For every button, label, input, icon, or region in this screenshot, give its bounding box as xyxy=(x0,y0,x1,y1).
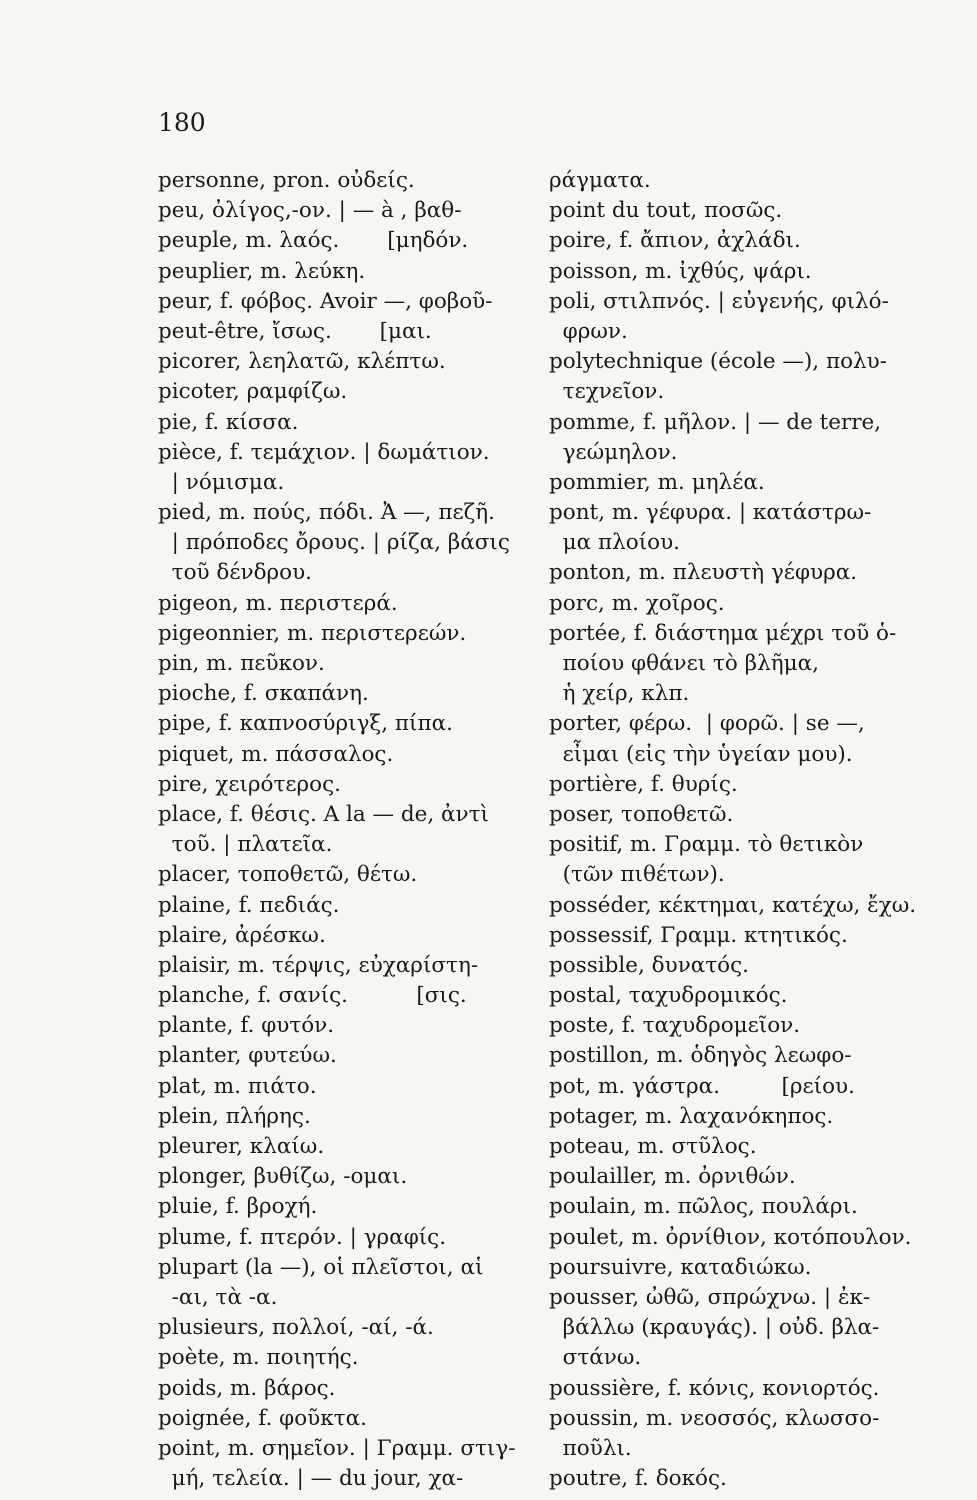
dictionary-entry-line: poids, m. βάρος. xyxy=(158,1375,336,1401)
dictionary-entry-line: -αι, τὰ -α. xyxy=(158,1284,278,1310)
dictionary-entry-line: pigeon, m. περιστερά. xyxy=(158,590,398,616)
dictionary-entry-line: pigeonnier, m. περιστερεών. xyxy=(158,620,467,646)
dictionary-entry-line: poli, στιλπνός. | εὐγενής, φιλό- xyxy=(549,288,889,314)
dictionary-entry-line: φρων. xyxy=(549,318,628,344)
dictionary-entry-line: plaire, ἀρέσκω. xyxy=(158,922,326,948)
dictionary-entry-line: εἶμαι (εἰς τὴν ὑγείαν μου). xyxy=(549,741,853,767)
dictionary-entry-line: poisson, m. ἰχθύς, ψάρι. xyxy=(549,258,812,284)
dictionary-entry-line: γεώμηλον. xyxy=(549,439,678,465)
dictionary-entry-line: place, f. θέσις. A la — de, ἀντὶ xyxy=(158,801,489,827)
dictionary-entry-line: personne, pron. οὐδείς. xyxy=(158,168,415,193)
dictionary-entry-line: poète, m. ποιητής. xyxy=(158,1345,359,1371)
dictionary-entry-line: plonger, βυθίζω, -ομαι. xyxy=(158,1164,408,1190)
dictionary-entry-line: plein, πλήρης. xyxy=(158,1103,311,1129)
dictionary-entry-line: point du tout, ποσῶς. xyxy=(549,198,783,224)
dictionary-entry-line: ποῦλι. xyxy=(549,1435,632,1461)
dictionary-entry-line: posséder, κέκτημαι, κατέχω, ἔχω. xyxy=(549,892,917,918)
dictionary-entry-line: poire, f. ἄπιον, ἀχλάδι. xyxy=(549,228,801,254)
dictionary-entry-line: peuplier, m. λεύκη. xyxy=(158,258,366,284)
dictionary-entry-line: poussin, m. νεοσσός, κλωσσο- xyxy=(549,1405,880,1431)
dictionary-entry-line: postal, ταχυδρομικός. xyxy=(549,983,788,1009)
dictionary-entry-line: poste, f. ταχυδρομεῖον. xyxy=(549,1013,801,1039)
dictionary-entry-line: poulain, m. πῶλος, πουλάρι. xyxy=(549,1194,858,1220)
dictionary-entry-line: pomme, f. μῆλον. | — de terre, xyxy=(549,409,882,435)
dictionary-entry-line: polytechnique (école —), πολυ- xyxy=(549,349,887,375)
dictionary-entry-line: positif, m. Γραμμ. τὸ θετικὸν xyxy=(549,832,864,858)
dictionary-entry-line: placer, τοποθετῶ, θέτω. xyxy=(158,862,418,888)
dictionary-entry-line: poignée, f. φοῦκτα. xyxy=(158,1405,367,1431)
dictionary-entry-line: plusieurs, πολλοί, -αί, -ά. xyxy=(158,1315,434,1341)
dictionary-entry-line: porc, m. χοῖρος. xyxy=(549,590,725,616)
dictionary-entry-line: pie, f. κίσσα. xyxy=(158,409,299,435)
dictionary-entry-line: plaine, f. πεδιάς. xyxy=(158,892,340,918)
dictionary-entry-line: potager, m. λαχανόκηπος. xyxy=(549,1103,834,1129)
dictionary-entry-line: pot, m. γάστρα. [ρείου. xyxy=(549,1073,855,1099)
dictionary-entry-line: μή, τελεία. | — du jour, χα- xyxy=(158,1466,464,1492)
dictionary-entry-line: poutre, f. δοκός. xyxy=(549,1466,727,1492)
dictionary-entry-line: piquet, m. πάσσαλος. xyxy=(158,741,394,767)
right-column xyxy=(549,166,969,1494)
dictionary-entry-line: poussière, f. κόνις, κονιορτός. xyxy=(549,1375,880,1401)
dictionary-entry-line: | πρόποδες ὄρους. | ρίζα, βάσις xyxy=(158,530,510,556)
dictionary-entry-line: point, m. σημεῖον. | Γραμμ. στιγ- xyxy=(158,1435,516,1461)
dictionary-entry-line: pièce, f. τεμάχιον. | δωμάτιον. xyxy=(158,439,490,465)
dictionary-entry-line: τεχνεῖον. xyxy=(549,379,665,405)
dictionary-entry-line: ponton, m. πλευστὴ γέφυρα. xyxy=(549,560,858,586)
dictionary-entry-line: (τῶν πιθέτων). xyxy=(549,862,725,888)
dictionary-entry-line: στάνω. xyxy=(549,1345,642,1371)
dictionary-entry-line: peu, ὀλίγος,-ον. | — à , βαθ- xyxy=(158,198,462,224)
dictionary-entry-line: τοῦ δένδρου. xyxy=(158,560,312,586)
dictionary-entry-line: μα πλοίου. xyxy=(549,530,680,556)
dictionary-entry-line: βάλλω (κραυγάς). | οὐδ. βλα- xyxy=(549,1315,880,1341)
dictionary-entry-line: plat, m. πιάτο. xyxy=(158,1073,317,1099)
dictionary-entry-line: peuple, m. λαός. [μηδόν. xyxy=(158,228,469,254)
dictionary-entry-line: ἡ χείρ, κλπ. xyxy=(549,681,690,707)
left-column xyxy=(158,166,538,1494)
dictionary-entry-line: possible, δυνατός. xyxy=(549,952,749,978)
dictionary-entry-line: ποίου φθάνει τὸ βλῆμα, xyxy=(549,651,819,676)
dictionary-entry-line: planter, φυτεύω. xyxy=(158,1043,337,1069)
dictionary-entry-line: | νόμισμα. xyxy=(158,469,285,495)
dictionary-entry-line: poser, τοποθετῶ. xyxy=(549,801,734,827)
dictionary-entry-line: portière, f. θυρίς. xyxy=(549,771,738,797)
dictionary-entry-line: postillon, m. ὁδηγὸς λεωφο- xyxy=(549,1043,852,1069)
dictionary-entry-line: pleurer, κλαίω. xyxy=(158,1134,325,1159)
dictionary-entry-line: plaisir, m. τέρψις, εὐχαρίστη- xyxy=(158,952,479,978)
dictionary-entry-line: ράγματα. xyxy=(549,168,651,193)
dictionary-entry-line: pire, χειρότερος. xyxy=(158,771,341,797)
dictionary-entry-line: pioche, f. σκαπάνη. xyxy=(158,681,369,707)
dictionary-entry-line: pommier, m. μηλέα. xyxy=(549,469,765,495)
dictionary-entry-line: planche, f. σανίς. [σις. xyxy=(158,983,467,1009)
dictionary-entry-line: pipe, f. καπνοσύριγξ, πίπα. xyxy=(158,711,453,737)
dictionary-entry-line: pousser, ὠθῶ, σπρώχνω. | ἐκ- xyxy=(549,1284,871,1310)
page-number: 180 xyxy=(158,108,206,137)
dictionary-entry-line: pont, m. γέφυρα. | κατάστρω- xyxy=(549,500,872,526)
dictionary-entry-line: poteau, m. στῦλος. xyxy=(549,1134,757,1159)
dictionary-entry-line: plupart (la —), οἱ πλεῖστοι, αἱ xyxy=(158,1254,484,1280)
dictionary-entry-line: poursuivre, καταδιώκω. xyxy=(549,1254,812,1280)
dictionary-entry-line: pied, m. πούς, πόδι. Ἀ —, πεζῆ. xyxy=(158,500,495,526)
dictionary-entry-line: portée, f. διάστημα μέχρι τοῦ ὁ- xyxy=(549,620,897,646)
dictionary-entry-line: pin, m. πεῦκον. xyxy=(158,651,325,676)
dictionary-entry-line: poulailler, m. ὀρνιθών. xyxy=(549,1164,796,1190)
dictionary-entry-line: pluie, f. βροχή. xyxy=(158,1194,318,1220)
dictionary-entry-line: porter, φέρω. | φορῶ. | se —, xyxy=(549,711,865,737)
dictionary-entry-line: peur, f. φόβος. Avoir —, φοβοῦ- xyxy=(158,288,493,314)
dictionary-entry-line: possessif, Γραμμ. κτητικός. xyxy=(549,922,848,948)
dictionary-entry-line: picoter, ραμφίζω. xyxy=(158,379,348,405)
dictionary-entry-line: τοῦ. | πλατεῖα. xyxy=(158,832,333,858)
dictionary-entry-line: plume, f. πτερόν. | γραφίς. xyxy=(158,1224,447,1250)
dictionary-entry-line: poulet, m. ὀρνίθιον, κοτόπουλον. xyxy=(549,1224,912,1250)
dictionary-entry-line: plante, f. φυτόν. xyxy=(158,1013,335,1039)
dictionary-entry-line: picorer, λεηλατῶ, κλέπτω. xyxy=(158,349,446,375)
dictionary-entry-line: peut-être, ἴσως. [μαι. xyxy=(158,318,432,344)
